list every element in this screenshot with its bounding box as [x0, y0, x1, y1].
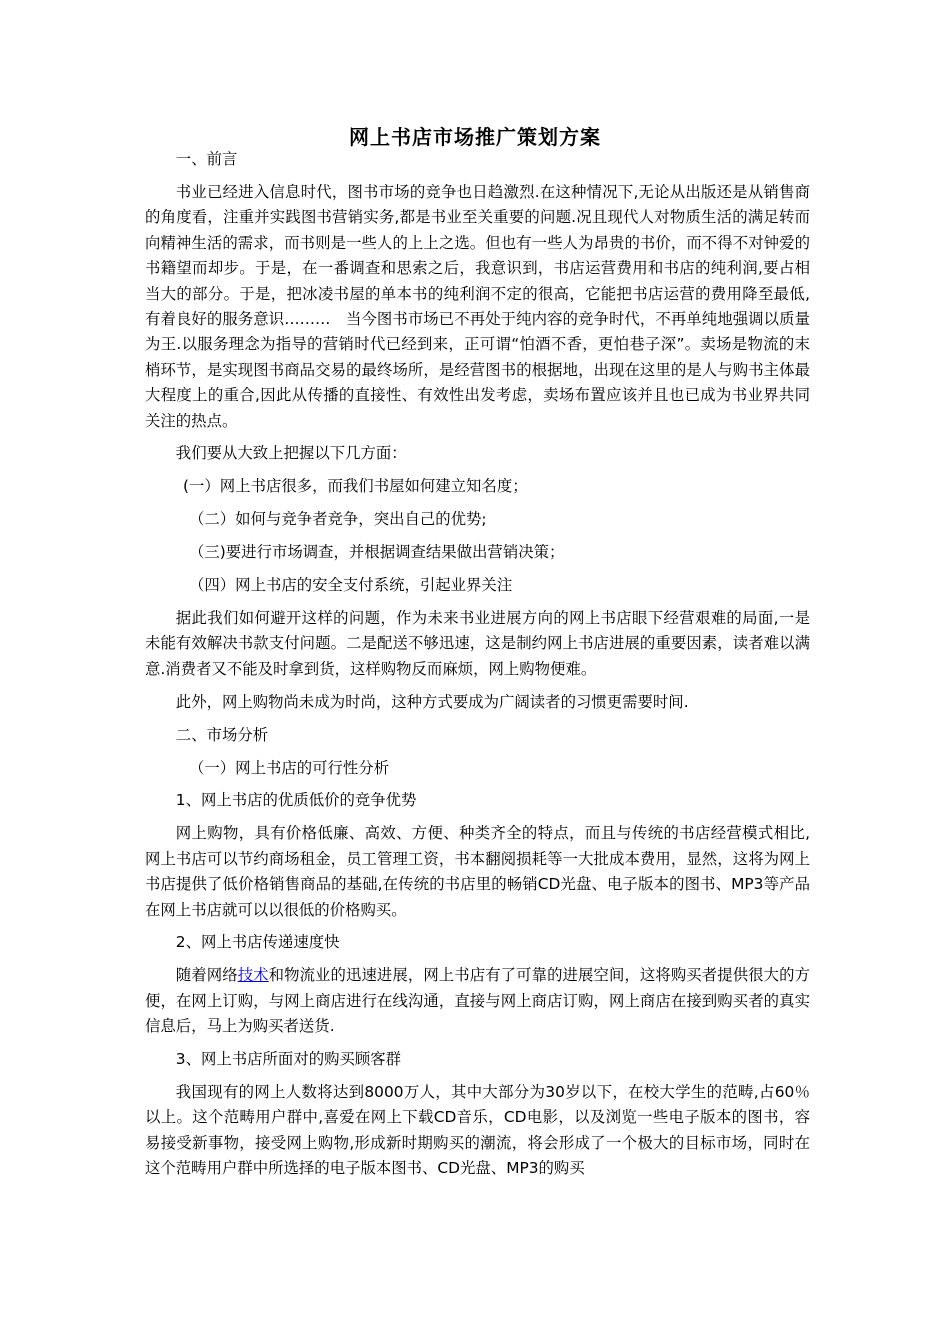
subsection-heading-feasibility: （一）网上书店的可行性分析 — [189, 758, 390, 777]
point-heading-1: 1、网上书店的优质低价的竞争优势 — [175, 791, 417, 810]
document-title: 网上书店市场推广策划方案 — [349, 125, 601, 149]
list-item-1: (一）网上书店很多，而我们书屋如何建立知名度； — [183, 477, 528, 496]
document-body — [145, 147, 810, 1182]
paragraph-delivery — [145, 963, 810, 1039]
list-item-2: （二）如何与竞争者竞争，突出自己的优势; — [189, 510, 487, 529]
paragraph-intro: 书业已经进入信息时代，图书市场的竞争也日趋激烈.在这种情况下,无论从出版还是从销售商的角度看，注重并实践图书营销实务,都是书业至关重要的问题.况且现代人对物质生活的满足转而向精神生活的需求，而书则是一些人的上上之选。但也有一些人为昂贵的书价，而不得不对钟爱的书籍望而却步。于是，在一番调查和思索之后，我意识到，书店运营费用和书店的纯利润,要占相当大的部分。于是，把冰凌书屋的单本书的纯利润不定的很高，它能把书店运营的费用降至最低,有着良好的服务意识……… 当今图书市场已不再处于纯内容的竞争时代，不再单纯地强调以质量为王.以服务理念为指导的营销时代已经到来，正可谓“怕酒不香，更怕巷子深”。卖场是物流的末梢环节，是实现图书商品交易的最终场所，是经营图书的根据地，出现在这里的是人与购书主体最大程度上的重合,因此从传播的直接性、有效性出发考虑，卖场布置应该并且也已成为书业界共同关注的热点。 — [145, 182, 810, 430]
list-item-4: （四）网上书店的安全支付系统，引起业界关注 — [189, 576, 513, 595]
point-heading-3: 3、网上书店所面对的购买顾客群 — [175, 1050, 402, 1069]
point-heading-2: 2、网上书店传递速度快 — [175, 933, 340, 952]
section-heading-market: 二、市场分析 — [175, 725, 269, 744]
paragraph-time: 此外，网上购物尚未成为时尚，这种方式要成为广阔读者的习惯更需要时间. — [175, 692, 689, 711]
paragraph-price-advantage: 网上购物，具有价格低廉、高效、方便、种类齐全的特点，而且与传统的书店经营模式相比,网上书店可以节约商场租金，员工管理工资，书本翻阅损耗等一大批成本费用，显然，这将为网上书店提供了低价格销售商品的基础,在传统的书店里的畅销CD光盘、电子版本的图书、MP3等产品在网上书店就可以以很低的价格购买。 — [145, 824, 810, 919]
paragraph-aspects: 我们要从大致上把握以下几方面： — [175, 444, 407, 463]
section-heading-preface: 一、前言 — [175, 150, 238, 168]
paragraph-problems: 据此我们如何避开这样的问题，作为未来书业进展方向的网上书店眼下经营艰难的局面,一是未能有效解决书款支付问题。二是配送不够迅速，这是制约网上书店进展的重要因素，读者难以满意.消费者又不能及时拿到货，这样购物反而麻烦，网上购物便难。 — [145, 609, 810, 678]
list-item-3: （三)要进行市场调查，并根据调查结果做出营销决策； — [189, 543, 565, 562]
paragraph-delivery-text-b: 和物流业的迅速进展，网上书店有了可靠的进展空间，这将购买者提供很大的方便，在网上订购，与网上商店进行在线沟通，直接与网上商店订购，网上商店在接到购买者的真实信息后，马上为购买者送货. — [145, 966, 810, 1036]
technology-link[interactable]: 技术 — [237, 966, 269, 985]
paragraph-delivery-text-a: 随着网络 — [175, 966, 238, 985]
paragraph-customers: 我国现有的网上人数将达到8000万人，其中大部分为30岁以下，在校大学生的范畴,占60％以上。这个范畴用户群中,喜爱在网上下载CD音乐，CD电影，以及浏览一些电子版本的图书，容易接受新事物，接受网上购物,形成新时期购买的潮流，将会形成了一个极大的目标市场，同时在这个范畴用户群中所选择的电子版本图书、CD光盘、MP3的购买 — [145, 1083, 810, 1178]
